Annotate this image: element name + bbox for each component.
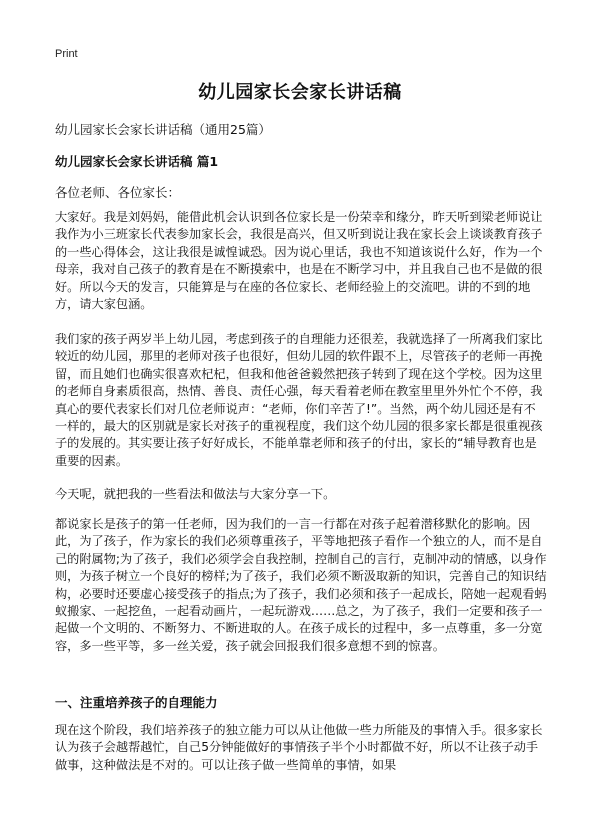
- document-subtitle: 幼儿园家长会家长讲话稿（通用25篇）: [55, 122, 271, 137]
- section-heading: 一、注重培养孩子的自理能力: [55, 695, 218, 710]
- salutation: 各位老师、各位家长：: [55, 185, 181, 200]
- section-paragraph: 现在这个阶段，我们培养孩子的独立能力可以从让他做一些力所能及的事情入手。很多家长认为孩子会越帮越忙，自己5分钟能做好的事情孩子半个小时都做不好，所以不让孩子动手做事，这种做法是不对的。可以让孩子做一些简单的事情，如果: [55, 723, 543, 772]
- print-label[interactable]: Print: [55, 48, 78, 60]
- page-title: 幼儿园家长会家长讲话稿: [198, 82, 402, 103]
- paragraph: 都说家长是孩子的第一任老师，因为我们的一言一行都在对孩子起着潜移默化的影响。因此，为了孩子，作为家长的我们必须尊重孩子，平等地把孩子看作一个独立的人，而不是自己的附属物;为了孩子，我们必须学会自我控制，控制自己的言行，克制冲动的情感，以身作则，为孩子树立一个良好的榜样;为了孩子，我们必须不断汲取新的知识，完善自己的知识结构，必要时还要虚心接受孩子的指点;为了孩子，我们必须和孩子一起成长，陪她一起观看蚂蚁搬家、一起挖鱼，一起看动画片，一起玩游戏……总之，为了孩子，我们一定要和孩子一起做一个文明的、不断努力、不断进取的人。在孩子成长的过程中，多一点尊重，多一分宽容，多一些平等，多一丝关爱，孩子就会回报我们很多意想不到的惊喜。: [55, 517, 547, 653]
- paragraph: 我们家的孩子两岁半上幼儿园，考虑到孩子的自理能力还很差，我就选择了一所离我们家比较近的幼儿园，那里的老师对孩子也很好，但幼儿园的软件跟不上，尽管孩子的老师一再挽留，而且她们也确实很喜欢杞杞，但我和他爸爸毅然把孩子转到了现在这个学校。因为这里的老师自身素质很高，热情、善良、责任心强，每天看着老师在教室里里外外忙个不停，我真心的要代表家长们对几位老师说声：“老师，你们辛苦了!”。当然，两个幼儿园还是有不一样的，最大的区别就是家长对孩子的重视程度，我们这个幼儿园的很多家长都是很重视孩子的发展的。其实要让孩子好好成长，不能单靠老师和孩子的付出，家长的“辅导教育也是重要的因素。: [55, 332, 543, 468]
- paragraph: 今天呢，就把我的一些看法和做法与大家分享一下。: [55, 487, 336, 501]
- article-heading: 幼儿园家长会家长讲话稿 篇1: [55, 154, 219, 169]
- paragraph: 大家好。我是刘妈妈，能借此机会认识到各位家长是一份荣幸和缘分，昨天听到梁老师说让我作为小三班家长代表参加家长会，我很是高兴，但又听到说让我在家长会上谈谈教育孩子的一些心得体会，这让我很是诚惶诚恐。因为说心里话，我也不知道该说什么好，作为一个母亲，我对自己孩子的教育是在不断摸索中，也是在不断学习中，并且我自己也不是做的很好。所以今天的发言，只能算是与在座的各位家长、老师经验上的交流吧。讲的不到的地方，请大家包涵。: [55, 210, 543, 312]
